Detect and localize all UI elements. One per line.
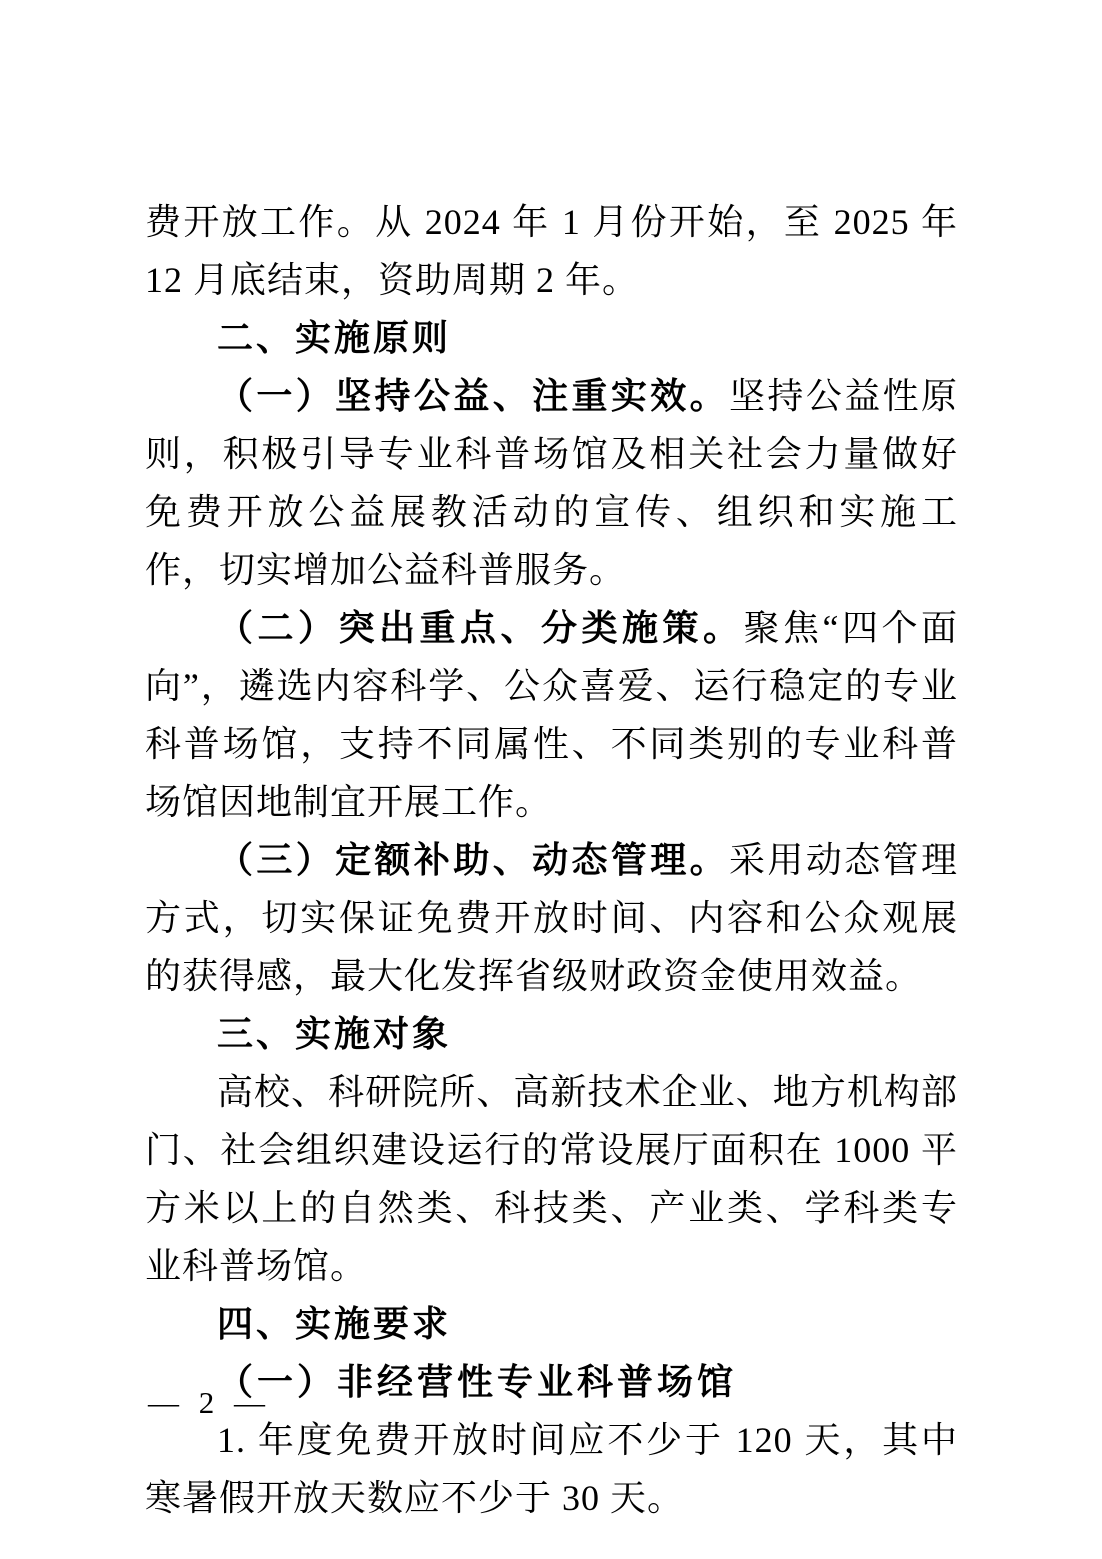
section-heading-3: 三、实施对象	[217, 1013, 452, 1054]
page-number: — 2 —	[148, 1385, 271, 1420]
list-item-lead-2: （二）突出重点、分类施策。	[217, 608, 744, 648]
paragraph-principle-3	[145, 831, 958, 1005]
list-item-text-2: 聚焦“四个面向”，遴选内容科学、公众喜爱、运行稳定的专业科普场馆，支持不同属性、不同类别的专业科普场馆因地制宜开展工作。	[145, 608, 958, 822]
paragraph-principle-2	[145, 599, 958, 831]
paragraph-continuation: 费开放工作。从 2024 年 1 月份开始，至 2025 年 12 月底结束，资助周期 2 年。	[145, 202, 958, 300]
paragraph-principle-1	[145, 367, 958, 599]
paragraph-requirement-1: 1. 年度免费开放时间应不少于 120 天，其中寒暑假开放天数应不少于 30 天。	[145, 1420, 958, 1518]
list-item-lead-3: （三）定额补助、动态管理。	[217, 840, 730, 880]
list-item-text-1: 坚持公益性原则，积极引导专业科普场馆及相关社会力量做好免费开放公益展教活动的宣传、组织和实施工作，切实增加公益科普服务。	[145, 376, 958, 590]
section-heading-4: 四、实施要求	[217, 1303, 452, 1344]
paragraph-targets: 高校、科研院所、高新技术企业、地方机构部门、社会组织建设运行的常设展厅面积在 1000 平方米以上的自然类、科技类、产业类、学科类专业科普场馆。	[145, 1072, 958, 1286]
section-heading-2: 二、实施原则	[217, 317, 452, 358]
list-item-lead-1: （一）坚持公益、注重实效。	[217, 376, 730, 416]
document-body	[145, 193, 958, 1527]
list-item-text-3: 采用动态管理方式，切实保证免费开放时间、内容和公众观展的获得感，最大化发挥省级财政资金使用效益。	[145, 840, 958, 996]
sub-heading-noncommercial-venues: （一）非经营性专业科普场馆	[217, 1362, 738, 1402]
